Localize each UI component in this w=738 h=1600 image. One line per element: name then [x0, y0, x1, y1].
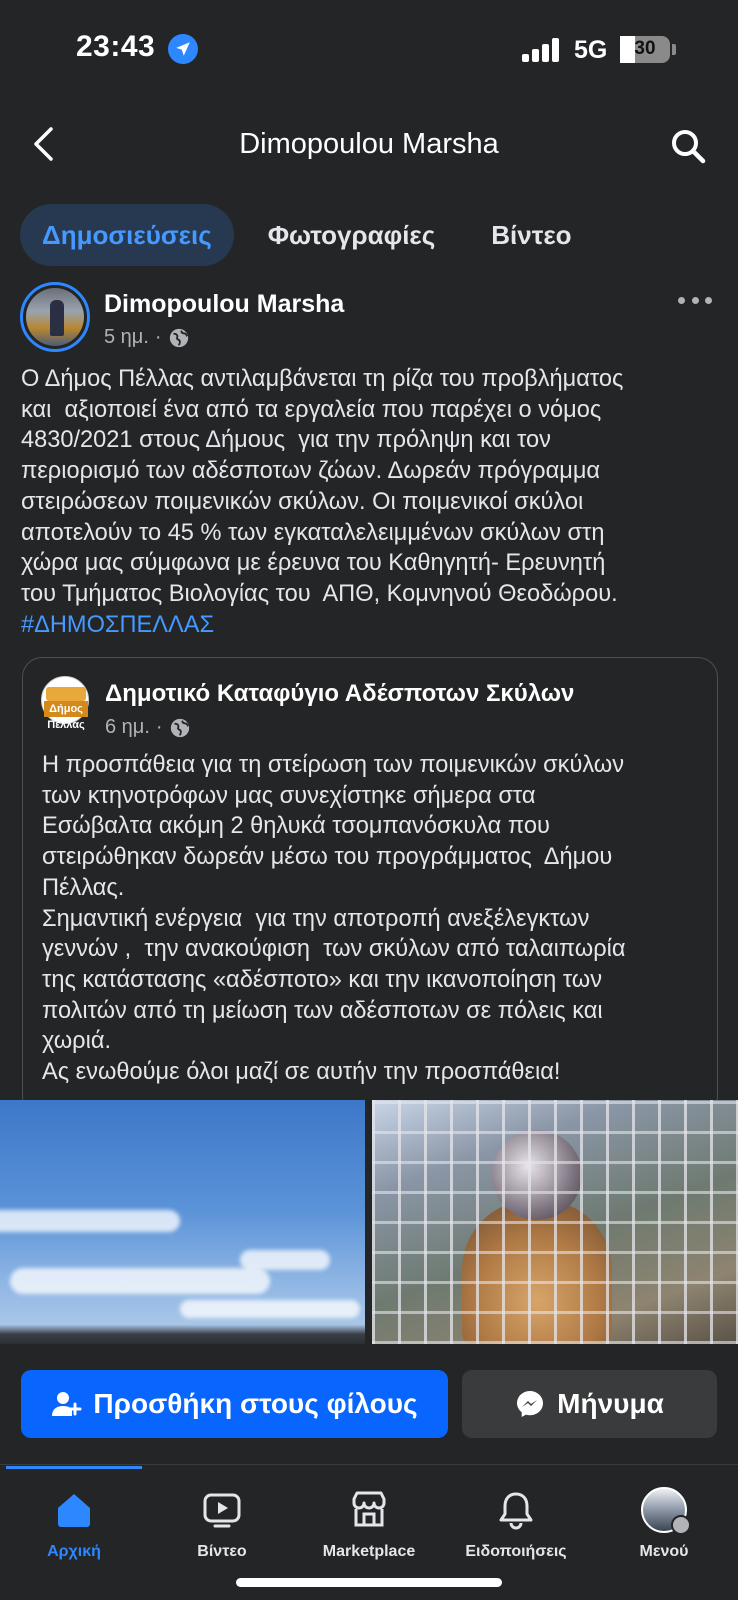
meta-separator: · — [155, 716, 163, 738]
shared-avatar-logo: Δήμος Πέλλας — [44, 701, 88, 717]
video-icon — [201, 1489, 243, 1531]
globe-icon — [169, 717, 191, 739]
tab-videos[interactable]: Βίντεο — [491, 219, 572, 250]
status-time: 23:43 — [76, 30, 156, 63]
message-button[interactable] — [462, 1370, 717, 1438]
status-bar — [0, 0, 738, 100]
add-friend-button[interactable] — [21, 1370, 448, 1438]
post-time[interactable]: 5 ημ. — [104, 326, 149, 348]
bell-icon — [495, 1489, 537, 1531]
post-more-button[interactable] — [678, 292, 712, 308]
photo-sky[interactable] — [0, 1100, 365, 1344]
back-button[interactable] — [24, 124, 64, 164]
signal-icon — [522, 38, 562, 62]
nav-home-label: Αρχική — [47, 1543, 101, 1560]
nav-active-indicator — [6, 1466, 142, 1469]
add-friend-icon — [51, 1389, 81, 1419]
nav-menu-label: Μενού — [639, 1543, 689, 1560]
more-dot-icon — [705, 297, 712, 304]
author-avatar-image — [26, 288, 84, 346]
more-dot-icon — [678, 297, 685, 304]
shared-post-card[interactable] — [22, 657, 718, 1117]
profile-menu-icon — [641, 1487, 687, 1533]
search-icon — [669, 127, 707, 165]
add-friend-label: Προσθήκη στους φίλους — [93, 1388, 418, 1419]
post-author-name[interactable]: Dimopoulou Marsha — [104, 290, 345, 318]
author-avatar[interactable] — [20, 282, 90, 352]
nav-marketplace-label: Marketplace — [322, 1543, 416, 1560]
home-icon — [53, 1489, 95, 1531]
nav-menu[interactable] — [594, 1485, 734, 1561]
battery-nub — [672, 44, 676, 55]
marketplace-icon — [348, 1489, 390, 1531]
post-body: Ο Δήμος Πέλλας αντιλαμβάνεται τη ρίζα του προβλήματος και αξιοποιεί ένα από τα εργαλεία που παρέχει ο νόμος 4830/2021 στους Δήμους για την πρόληψη και τον περιορισμό των αδέσποτων ζώων. Δωρεάν πρόγραμμα στειρώσεων ποιμενικών σκύλων. Οι ποιμενικοί σκύλοι αποτελούν το 45 % των εγκαταλελειμμένων σκύλων στη χώρα μας σύμφωνα με έρευνα του Καθηγητή- Ερευνητή του Τμήματος Βιολογίας του ΑΠΘ, Κομνηνού Θεοδώρου. — [21, 366, 624, 607]
nav-video[interactable] — [152, 1485, 292, 1561]
post-photos — [0, 1100, 738, 1344]
profile-tabs — [20, 204, 594, 266]
tab-posts[interactable]: Δημοσιεύσεις — [20, 204, 234, 266]
message-label: Μήνυμα — [557, 1388, 664, 1419]
nav-notifications-label: Ειδοποιήσεις — [465, 1543, 567, 1560]
post-hashtag[interactable]: #ΔΗΜΟΣΠΕΛΛΑΣ — [21, 611, 215, 638]
home-indicator — [236, 1578, 502, 1587]
messenger-icon — [515, 1389, 545, 1419]
location-arrow-icon — [168, 34, 198, 64]
network-label: 5G — [574, 36, 608, 64]
meta-separator: · — [154, 326, 162, 348]
globe-icon — [168, 327, 190, 349]
nav-home[interactable] — [4, 1485, 144, 1561]
search-button[interactable] — [666, 124, 710, 168]
more-dot-icon — [692, 297, 699, 304]
top-header — [0, 110, 738, 180]
nav-video-label: Βίντεο — [197, 1543, 247, 1560]
shared-page-name[interactable]: Δημοτικό Καταφύγιο Αδέσποτων Σκύλων — [105, 680, 575, 707]
nav-notifications[interactable] — [446, 1485, 586, 1561]
shared-page-avatar[interactable] — [41, 676, 89, 731]
post-meta — [104, 326, 190, 349]
shared-post-text: Η προσπάθεια για τη στείρωση των ποιμενικών σκύλων των κτηνοτρόφων μας συνεχίστηκε σήμερα στα Εσώβαλτα ακόμη 2 θηλυκά τσομπανόσκυλα που στειρώθηκαν δωρεάν μέσω του προγράμματος Δήμου Πέλλας. Σημαντική ενέργεια για την αποτροπή ανεξέλεγκτων γεννών , την ανακούφιση των σκύλων από ταλαιπωρία της κατάστασης «αδέσποτο» και την ικανοποίηση των πολιτών από τη μείωση των αδέσποτων σε πόλεις και χωριά. Ας ενωθούμε όλοι μαζί σε αυτήν την προσπάθεια! — [42, 752, 626, 1086]
shared-post-time[interactable]: 6 ημ. — [105, 716, 150, 738]
nav-marketplace[interactable] — [299, 1485, 439, 1561]
battery-icon — [620, 36, 670, 63]
page-title: Dimopoulou Marsha — [239, 128, 499, 160]
tab-photos[interactable]: Φωτογραφίες — [267, 219, 436, 250]
chevron-left-icon — [31, 126, 57, 162]
battery-percent: 30 — [634, 38, 656, 59]
photo-dog-cage[interactable] — [372, 1100, 738, 1344]
shared-post-meta — [105, 716, 191, 739]
post-text — [21, 364, 721, 640]
